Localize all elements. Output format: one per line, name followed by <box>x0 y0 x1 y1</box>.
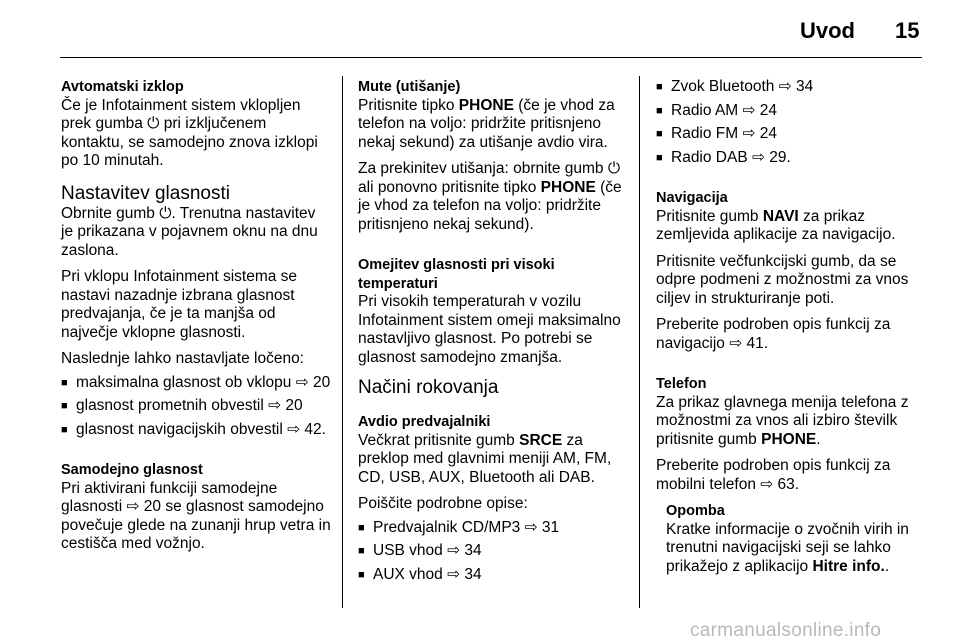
text-run: za preklop med glavnimi meniji AM, FM, CD, USB, AUX, Bluetooth ali DAB. <box>358 431 612 486</box>
paragraph-navigation-3: Preberite podroben opis funkcij za navigacijo ⇨ 41. <box>656 316 891 352</box>
paragraph-volume-3: Naslednje lahko nastavljate ločeno: <box>61 350 304 367</box>
section-heading-temperature-limit: Omejitev glasnosti pri visoki temperaturi <box>358 257 555 292</box>
column-divider-1 <box>342 76 343 608</box>
text-run: Za prikaz glavnega menija telefona z možnostmi za vnos ali izbiro številk pritisnite gumb <box>656 393 909 448</box>
note-heading: Opomba <box>666 503 725 519</box>
text-run: Večkrat pritisnite gumb <box>358 431 520 449</box>
text-run: za prikaz zemljevida aplikacije za navigacijo. <box>656 207 896 243</box>
note-box <box>656 502 926 576</box>
key-srce: SRCE <box>519 431 563 449</box>
section-heading-mute: Mute (utišanje) <box>358 79 461 95</box>
page-number: 15 <box>895 18 920 43</box>
section-heading-volume: Nastavitev glasnosti <box>61 182 230 204</box>
spacer <box>358 242 626 256</box>
key-phone: PHONE <box>761 430 817 448</box>
header-rule <box>60 57 922 58</box>
paragraph-volume-1: Obrnite gumb ⏻. Trenutna nastavitev je prikazana v pojavnem oknu na dnu zaslona. <box>61 204 318 259</box>
section-heading-auto-off: Avtomatski izklop <box>61 79 184 95</box>
audio-sources-list-continued <box>656 78 926 167</box>
volume-settings-list <box>61 374 331 440</box>
paragraph-temperature-limit: Pri visokih temperaturah v vozilu Infotainment sistem omeji maksimalno nastavljivo glasnost. Po potrebi se glasnost samodejno zmanjša. <box>358 293 621 366</box>
spacer <box>656 361 926 375</box>
text-run: . <box>884 557 890 575</box>
spacer <box>61 447 331 461</box>
column-divider-2 <box>639 76 640 608</box>
paragraph-volume-2: Pri vklopu Infotainment sistema se nastavi nazadnje izbrana glasnost predvajanja, če je ta manjša od največje vklopne glasnosti. <box>61 268 298 341</box>
key-phone: PHONE <box>458 96 514 114</box>
text-run: Za prekinitev utišanja: obrnite gumb ⏻ ali ponovno pritisnite tipko <box>358 160 621 196</box>
page-header-title: Uvod <box>800 18 855 43</box>
paragraph-mute-2 <box>358 160 626 234</box>
text-run: Kratke informacije o zvočnih virih in trenutni navigacijski seji se lahko prikažejo z aplikacijo <box>666 520 909 575</box>
list-item: ■ glasnost navigacijskih obvestil ⇨ 42. <box>61 421 331 440</box>
paragraph-navigation-2: Pritisnite večfunkcijski gumb, da se odpre podmeni z možnostmi za vnos ciljev in strukturiranje poti. <box>656 252 909 307</box>
column-middle <box>358 78 626 592</box>
paragraph-auto-off: Če je Infotainment sistem vklopljen prek gumba ⏻ pri izključenem kontaktu, se samodejno znova izklopi po 10 minutah. <box>61 96 318 169</box>
text-run: (če je vhod za telefon na voljo: pridržite pritisnjeno nekaj sekund). <box>358 178 622 233</box>
spacer <box>656 175 926 189</box>
audio-sources-list <box>358 519 626 585</box>
key-phone: PHONE <box>540 178 596 196</box>
section-heading-navigation: Navigacija <box>656 190 728 206</box>
app-name-quick-info: Hitre info. <box>812 557 885 575</box>
section-heading-phone: Telefon <box>656 376 707 392</box>
paragraph-audio-players-2: Poiščite podrobne opise: <box>358 495 528 512</box>
list-item: ■ Radio FM ⇨ 24 <box>656 125 926 144</box>
list-item: ■ Predvajalnik CD/MP3 ⇨ 31 <box>358 519 626 538</box>
list-item: ■ AUX vhod ⇨ 34 <box>358 566 626 585</box>
section-heading-operation-modes: Načini rokovanja <box>358 377 499 398</box>
text-run: . <box>816 430 821 448</box>
list-item: ■ maksimalna glasnost ob vklopu ⇨ 20 <box>61 374 331 393</box>
list-item: ■ Radio AM ⇨ 24 <box>656 102 926 121</box>
paragraph-phone-1 <box>656 394 926 450</box>
list-item: ■ glasnost prometnih obvestil ⇨ 20 <box>61 397 331 416</box>
list-item: ■ USB vhod ⇨ 34 <box>358 542 626 561</box>
paragraph-mute-1 <box>358 97 626 153</box>
list-item: ■ Radio DAB ⇨ 29. <box>656 149 926 168</box>
text-run: Pritisnite tipko <box>358 96 459 114</box>
column-left <box>61 78 331 562</box>
note-text <box>666 521 926 577</box>
watermark: carmanualsonline.info <box>690 620 882 641</box>
paragraph-navigation-1 <box>656 208 926 245</box>
section-heading-audio-players: Avdio predvajalniki <box>358 414 491 430</box>
paragraph-phone-2: Preberite podroben opis funkcij za mobilni telefon ⇨ 63. <box>656 457 891 493</box>
list-item: ■ Zvok Bluetooth ⇨ 34 <box>656 78 926 97</box>
column-right <box>656 78 926 584</box>
text-run: (če je vhod za telefon na voljo: pridržite pritisnjeno nekaj sekund) za utišanje avdio vira. <box>358 96 615 151</box>
paragraph-auto-volume: Pri aktivirani funkciji samodejne glasnosti ⇨ 20 se glasnost samodejno povečuje glede na zunanji hrup vetra in cestišča med vožnjo. <box>61 479 331 552</box>
key-navi: NAVI <box>762 207 799 225</box>
paragraph-audio-players-1 <box>358 432 626 488</box>
text-run: Pritisnite gumb <box>656 207 763 225</box>
section-heading-auto-volume: Samodejno glasnost <box>61 462 203 478</box>
